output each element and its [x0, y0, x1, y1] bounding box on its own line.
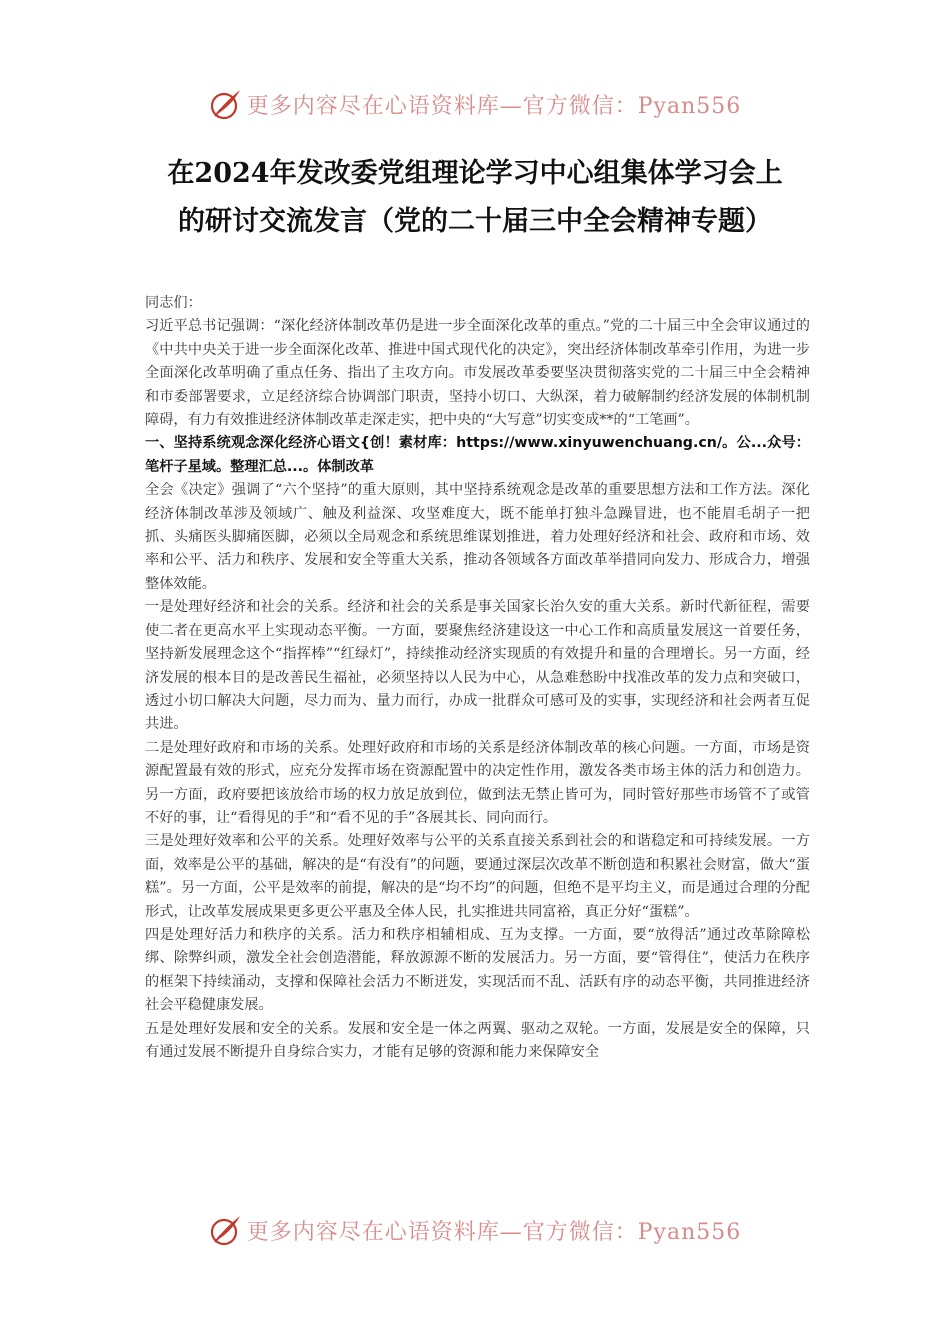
paragraph: 全会《决定》强调了“六个坚持”的重大原则，其中坚持系统观念是改革的重要思想方法和工作方法。深化经济体制改革涉及领域广、触及利益深、攻坚难度大，既不能单打独斗急躁冒进，也不能眉毛胡子一把抓、头痛医头脚痛医脚，必须以全局观念和系统思维谋划推进，着力处理好经济和社会、政府和市场、效率和公平、活力和秩序、发展和安全等重大关系，推动各领域各方面改革举措同向发力、形成合力，增强整体效能。 — [145, 482, 810, 592]
watermark-text: 更多内容尽在心语资料库—官方微信：Pyan556 — [246, 1219, 742, 1245]
title-line-2: 的研讨交流发言（党的二十届三中全会精神专题） — [178, 206, 772, 237]
salutation: 同志们： — [145, 295, 202, 311]
section-heading-1: 一、坚持系统观念深化经济心语文{创！素材库：https://www.xinyuwenchuang.cn/。公...众号：笔杆子星域。整理汇总...。体制改革 — [145, 435, 810, 475]
watermark-footer — [0, 1210, 950, 1250]
paragraph: 三是处理好效率和公平的关系。处理好效率与公平的关系直接关系到社会的和谐稳定和可持续发展。一方面，效率是公平的基础，解决的是“有没有”的问题，要通过深层次改革不断创造和积累社会财富，做大“蛋糕”。另一方面，公平是效率的前提，解决的是“均不均”的问题，但绝不是平均主义，而是通过合理的分配形式，让改革发展成果更多更公平惠及全体人民，扎实推进共同富裕，真正分好“蛋糕”。 — [145, 833, 810, 920]
paragraph: 五是处理好发展和安全的关系。发展和安全是一体之两翼、驱动之双轮。一方面，发展是安全的保障，只有通过发展不断提升自身综合实力，才能有足够的资源和能力来保障安全 — [145, 1020, 810, 1060]
title-line-1: 在2024年发改委党组理论学习中心组集体学习会上 — [167, 158, 783, 189]
paragraph: 一是处理好经济和社会的关系。经济和社会的关系是事关国家长治久安的重大关系。新时代新征程，需要使二者在更高水平上实现动态平衡。一方面，要聚焦经济建设这一中心工作和高质量发展这一首要任务，坚持新发展理念这个“指挥棒”“红绿灯”，持续推动经济实现质的有效提升和量的合理增长。另一方面，经济发展的根本目的是改善民生福祉，必须坚持以人民为中心，从急难愁盼中找准改革的发力点和突破口，透过小切口解决大问题，尽力而为、量力而行，办成一批群众可感可及的实事，实现经济和社会两者互促共进。 — [145, 599, 810, 733]
quill-logo-icon — [209, 87, 243, 121]
quill-logo-icon — [209, 1213, 243, 1247]
watermark-header — [0, 84, 950, 124]
document-title — [100, 150, 850, 246]
paragraph: 四是处理好活力和秩序的关系。活力和秩序相辅相成、互为支撑。一方面，要“放得活”通过改革除障松绑、除弊纠顽，激发全社会创造潜能，释放源源不断的发展活力。另一方面，要“管得住”，使活力在秩序的框架下持续涌动，支撑和保障社会活力不断迸发，实现活而不乱、活跃有序的动态平衡，共同推进经济社会平稳健康发展。 — [145, 926, 810, 1014]
document-body — [145, 292, 810, 1064]
paragraph: 二是处理好政府和市场的关系。处理好政府和市场的关系是经济体制改革的核心问题。一方面，市场是资源配置最有效的形式，应充分发挥市场在资源配置中的决定性作用，激发各类市场主体的活力和创造力。另一方面，政府要把该放给市场的权力放足放到位，做到法无禁止皆可为，同时管好那些市场管不了或管不好的事，让“看得见的手”和“看不见的手”各展其长、同向而行。 — [145, 739, 810, 826]
intro-paragraph: 习近平总书记强调：“深化经济体制改革仍是进一步全面深化改革的重点。”党的二十届三中全会审议通过的《中共中央关于进一步全面深化改革、推进中国式现代化的决定》，突出经济体制改革牵引作用，为进一步全面深化改革明确了重点任务、指出了主攻方向。市发展改革委要坚决贯彻落实党的二十届三中全会精神和市委部署要求，立足经济综合协调部门职责，坚持小切口、大纵深，着力破解制约经济发展的体制机制障碍，有力有效推进经济体制改革走深走实，把中央的“大写意”切实变成**的“工笔画”。 — [145, 318, 810, 429]
watermark-text: 更多内容尽在心语资料库—官方微信：Pyan556 — [246, 93, 742, 119]
